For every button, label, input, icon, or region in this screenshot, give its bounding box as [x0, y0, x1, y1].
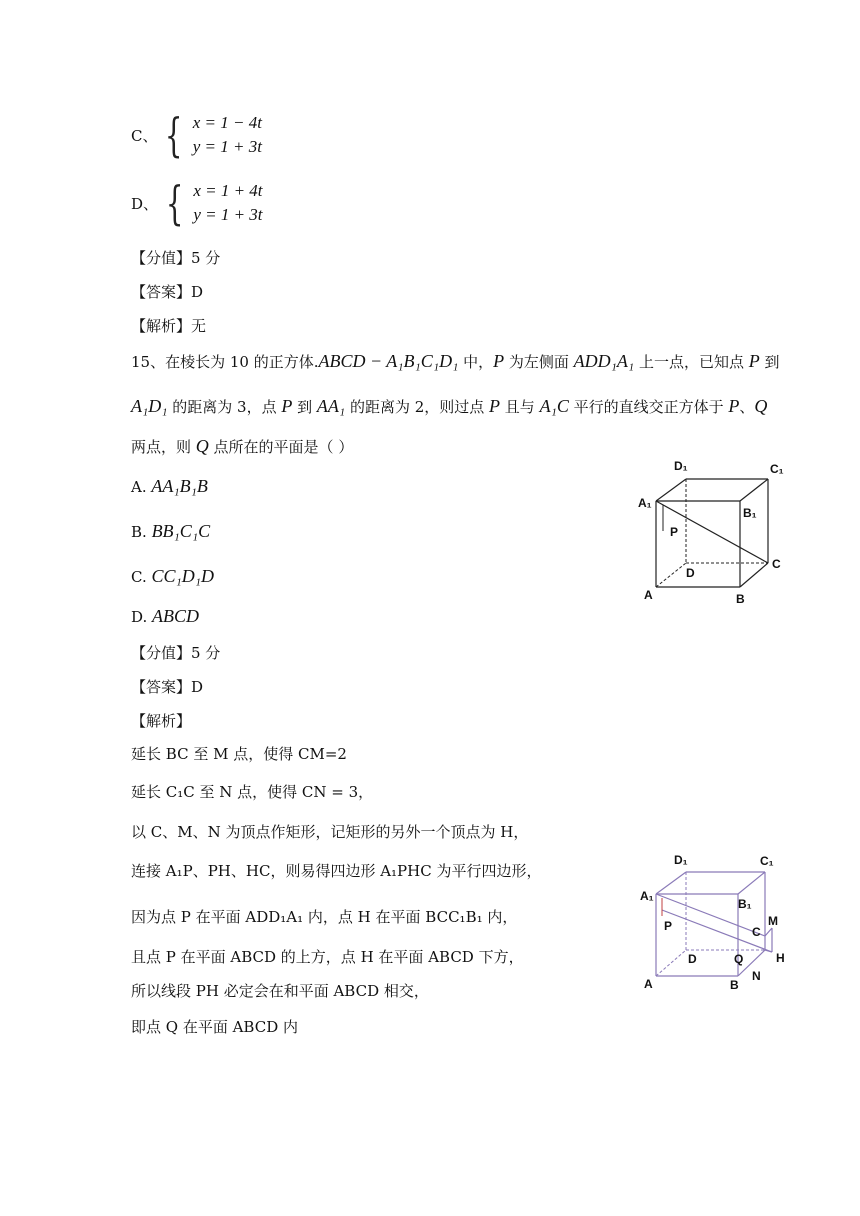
label-c1: C₁ — [760, 854, 774, 868]
label-d: D — [688, 952, 697, 966]
solution-step-1: 延长 BC 至 M 点，使得 CM=2 — [131, 745, 347, 763]
cube-figure-1 — [630, 455, 790, 615]
solution-step-2: 延长 C₁C 至 N 点，使得 CN = 3， — [131, 783, 374, 801]
label-c: C — [772, 557, 781, 571]
label-p: P — [670, 525, 679, 539]
q15-answer: 【答案】D — [131, 678, 204, 696]
solution-step-6: 且点 P 在平面 ABCD 的上方，点 H 在平面 ABCD 下方， — [131, 948, 524, 966]
label-p: P — [664, 919, 673, 933]
brace: { — [165, 108, 183, 162]
solution-step-5: 因为点 P 在平面 ADD₁A₁ 内，点 H 在平面 BCC₁B₁ 内， — [131, 908, 518, 926]
q14-answer: 【答案】D — [131, 283, 204, 301]
q15-analysis: 【解析】 — [131, 712, 192, 730]
q14-analysis: 【解析】无 — [131, 317, 207, 335]
option-d — [131, 176, 263, 230]
q15-option-d: D. ABCD — [131, 606, 200, 626]
option-d-eq1: x = 1 + 4t — [193, 181, 263, 200]
label-b1: B₁ — [743, 506, 757, 520]
label-n: N — [752, 969, 761, 983]
q15-line1: 15、在棱长为 10 的正方体.ABCD − A₁B₁C₁D₁ 中，P 为左侧面 ADD₁A₁ 上一点，已知点 P 到 — [131, 351, 780, 371]
option-d-eq2: y = 1 + 3t — [193, 205, 263, 224]
label-a: A — [644, 588, 653, 602]
option-c-eq2: y = 1 + 3t — [192, 137, 262, 156]
cube-figure-2 — [630, 850, 800, 1000]
label-d: D — [686, 566, 695, 580]
solution-step-4: 连接 A₁P、PH、HC，则易得四边形 A₁PHC 为平行四边形， — [131, 862, 542, 880]
option-d-label: D、 — [131, 194, 159, 213]
label-a: A — [644, 977, 653, 991]
option-c-eq1: x = 1 − 4t — [192, 113, 262, 132]
q14-score: 【分值】5 分 — [131, 249, 221, 267]
q15-option-a: A. AA₁B₁B — [131, 476, 208, 496]
label-m: M — [768, 914, 778, 928]
label-c: C — [752, 925, 761, 939]
q15-line2: A₁D₁ 的距离为 3，点 P 到 AA₁ 的距离为 2，则过点 P 且与 A₁C 平行的直线交正方体于 P、Q — [131, 396, 768, 416]
label-c1: C₁ — [770, 462, 784, 476]
q15-option-b: B. BB₁C₁C — [131, 521, 211, 541]
label-b1: B₁ — [738, 897, 752, 911]
q15-score: 【分值】5 分 — [131, 644, 221, 662]
label-q: Q — [734, 952, 744, 966]
q15-option-c: C. CC₁D₁D — [131, 566, 215, 586]
label-h: H — [776, 951, 785, 965]
label-a1: A₁ — [640, 889, 654, 903]
label-d1: D₁ — [674, 459, 688, 473]
q15-line3: 两点，则 Q 点所在的平面是（ ） — [131, 436, 354, 456]
label-a1: A₁ — [638, 496, 652, 510]
brace: { — [165, 176, 184, 230]
option-c-label: C、 — [131, 126, 158, 145]
solution-step-7: 所以线段 PH 必定会在和平面 ABCD 相交， — [131, 982, 429, 1000]
solution-step-3: 以 C、M、N 为顶点作矩形，记矩形的另外一个顶点为 H， — [131, 823, 529, 841]
option-c — [131, 108, 262, 162]
solution-step-8: 即点 Q 在平面 ABCD 内 — [131, 1018, 299, 1036]
label-d1: D₁ — [674, 853, 688, 867]
label-b: B — [730, 978, 739, 992]
label-b: B — [736, 592, 745, 606]
